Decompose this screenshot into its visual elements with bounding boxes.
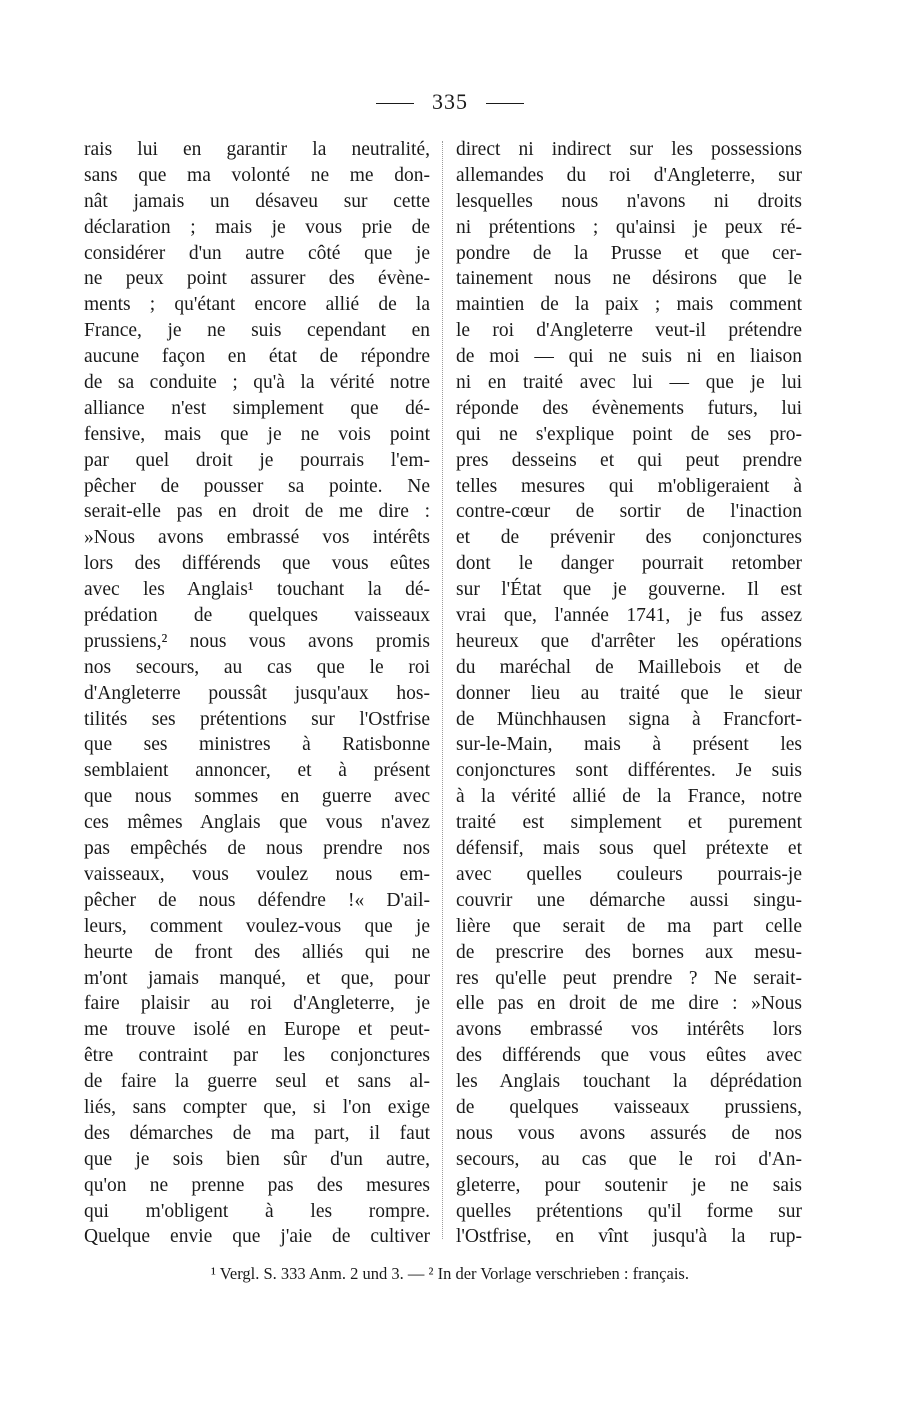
right-text-column <box>456 137 802 1250</box>
header-dash-left <box>376 103 414 104</box>
left-column-line: prédation de quelques vaisseaux <box>84 605 430 627</box>
left-column-line: pas empêchés de nous prendre nos <box>84 838 430 860</box>
right-column-line: dont le danger pourrait retomber <box>456 553 802 575</box>
right-column-line: conjonctures sont différentes. Je suis <box>456 760 802 782</box>
left-text-column <box>84 137 430 1250</box>
left-column-line: déclaration ; mais je vous prie de <box>84 216 430 238</box>
right-column-line: gleterre, pour soutenir je ne sais <box>456 1174 802 1196</box>
right-column-line: couvrir une démarche aussi singu- <box>456 889 802 911</box>
left-column-line: pêcher de nous défendre !« D'ail- <box>84 889 430 911</box>
right-column-line: tainement nous ne désirons que le <box>456 268 802 290</box>
left-column-line: que ses ministres à Ratisbonne <box>84 734 430 756</box>
left-column-line: leurs, comment voulez-vous que je <box>84 915 430 937</box>
right-column-line: elle pas en droit de me dire : »Nous <box>456 993 802 1015</box>
right-column-line: allemandes du roi d'Angleterre, sur <box>456 164 802 186</box>
left-column-line: que nous sommes en guerre avec <box>84 786 430 808</box>
left-column-line: fensive, mais que je ne vois point <box>84 423 430 445</box>
left-column-line: m'ont jamais manqué, et que, pour <box>84 967 430 989</box>
left-column-line: vaisseaux, vous voulez nous em- <box>84 863 430 885</box>
right-column-line: le roi d'Angleterre veut-il prétendre <box>456 320 802 342</box>
right-column-line: pres desseins et qui peut prendre <box>456 449 802 471</box>
right-column-line: qui ne s'explique point de ses pro- <box>456 423 802 445</box>
right-column-line: sur-le-Main, mais à présent les <box>456 734 802 756</box>
left-column-line: prussiens,² nous vous avons promis <box>84 630 430 652</box>
right-column-line: res qu'elle peut prendre ? Ne serait- <box>456 967 802 989</box>
left-column-line: ces mêmes Anglais que vous n'avez <box>84 812 430 834</box>
left-column-line: rais lui en garantir la neutralité, <box>84 139 430 160</box>
right-column-line: vrai que, l'année 1741, je fus assez <box>456 605 802 627</box>
left-column-line: être contraint par les conjonctures <box>84 1045 430 1067</box>
right-column-line: des différends que vous eûtes avec <box>456 1045 802 1067</box>
right-column-line: de prescrire des bornes aux mesu- <box>456 941 802 963</box>
left-column-line: liés, sans compter que, si l'on exige <box>84 1096 430 1118</box>
right-column-line: avons embrassé vos intérêts lors <box>456 1019 802 1041</box>
column-separator <box>442 141 443 1239</box>
right-column-line: heureux que d'arrêter les opérations <box>456 630 802 652</box>
left-column-line: qu'on ne prenne pas des mesures <box>84 1174 430 1196</box>
right-column-line: réponde des évènements futurs, lui <box>456 397 802 419</box>
left-column-line: pêcher de pousser sa pointe. Ne <box>84 475 430 497</box>
right-column-line: telles mesures qui m'obligeraient à <box>456 475 802 497</box>
right-column-line: du maréchal de Maillebois et de <box>456 656 802 678</box>
left-column-line: qui m'obligent à les rompre. <box>84 1200 430 1222</box>
right-column-line: sur l'État que je gouverne. Il est <box>456 579 802 601</box>
right-column-line: nous vous avons assurés de nos <box>456 1122 802 1144</box>
left-column-line: aucune façon en état de répondre <box>84 346 430 368</box>
left-column-line: ments ; qu'étant encore allié de la <box>84 294 430 316</box>
right-column-line: pondre de la Prusse et que cer- <box>456 242 802 264</box>
left-column-line: sans que ma volonté ne me don- <box>84 164 430 186</box>
left-column-line: heurte de front des alliés qui ne <box>84 941 430 963</box>
right-column-line: avec quelles couleurs pourrais-je <box>456 863 802 885</box>
right-column-line: ni en traité avec lui — que je lui <box>456 372 802 394</box>
right-column-line: de moi — qui ne suis ni en liaison <box>456 346 802 368</box>
left-column-line: serait-elle pas en droit de me dire : <box>84 501 430 523</box>
left-column-line: de faire la guerre seul et sans al- <box>84 1071 430 1093</box>
left-column-line: Quelque envie que j'aie de cultiver <box>84 1226 430 1248</box>
right-column-line: traité est simplement et purement <box>456 812 802 834</box>
left-column-line: lors des différends que vous eûtes <box>84 553 430 575</box>
page-number: 335 <box>432 89 468 114</box>
left-column-line: tilités ses prétentions sur l'Ostfrise <box>84 708 430 730</box>
right-column-line: maintien de la paix ; mais comment <box>456 294 802 316</box>
right-column-line: à la vérité allié de la France, notre <box>456 786 802 808</box>
left-column-line: avec les Anglais¹ touchant la dé- <box>84 579 430 601</box>
left-column-line: nos secours, au cas que le roi <box>84 656 430 678</box>
left-column-line: semblaient annoncer, et à présent <box>84 760 430 782</box>
left-column-line: faire plaisir au roi d'Angleterre, je <box>84 993 430 1015</box>
left-column-line: ne peux point assurer des évène- <box>84 268 430 290</box>
right-column-line: contre-cœur de sortir de l'inaction <box>456 501 802 523</box>
left-column-line: nât jamais un désaveu sur cette <box>84 190 430 212</box>
right-column-line: l'Ostfrise, en vînt jusqu'à la rup- <box>456 1226 802 1248</box>
left-column-line: par quel droit je pourrais l'em- <box>84 449 430 471</box>
right-column-line: lière que serait de ma part celle <box>456 915 802 937</box>
left-column-line: des démarches de ma part, il faut <box>84 1122 430 1144</box>
right-column-line: de Münchhausen signa à Francfort- <box>456 708 802 730</box>
left-column-line: d'Angleterre poussât jusqu'aux hos- <box>84 682 430 704</box>
right-column-line: les Anglais touchant la déprédation <box>456 1071 802 1093</box>
right-column-line: de quelques vaisseaux prussiens, <box>456 1096 802 1118</box>
footnotes: ¹ Vergl. S. 333 Anm. 2 und 3. — ² In der Vorlage verschrieben : français. <box>211 1264 689 1283</box>
page-header <box>0 88 900 116</box>
left-column-line: que je sois bien sûr d'un autre, <box>84 1148 430 1170</box>
left-column-line: de sa conduite ; qu'à la vérité notre <box>84 372 430 394</box>
header-dash-right <box>486 103 524 104</box>
left-column-line: me trouve isolé en Europe et peut- <box>84 1019 430 1041</box>
right-column-line: lesquelles nous n'avons ni droits <box>456 190 802 212</box>
left-column-line: considérer d'un autre côté que je <box>84 242 430 264</box>
right-column-line: ni prétentions ; qu'ainsi je peux ré- <box>456 216 802 238</box>
left-column-line: »Nous avons embrassé vos intérêts <box>84 527 430 549</box>
right-column-line: secours, au cas que le roi d'An- <box>456 1148 802 1170</box>
right-column-line: direct ni indirect sur les possessions <box>456 139 802 160</box>
left-column-line: France, je ne suis cependant en <box>84 320 430 342</box>
right-column-line: défensif, mais sous quel prétexte et <box>456 838 802 860</box>
right-column-line: quelles prétentions qu'il forme sur <box>456 1200 802 1222</box>
right-column-line: donner lieu au traité que le sieur <box>456 682 802 704</box>
left-column-line: alliance n'est simplement que dé- <box>84 397 430 419</box>
right-column-line: et de prévenir des conjonctures <box>456 527 802 549</box>
